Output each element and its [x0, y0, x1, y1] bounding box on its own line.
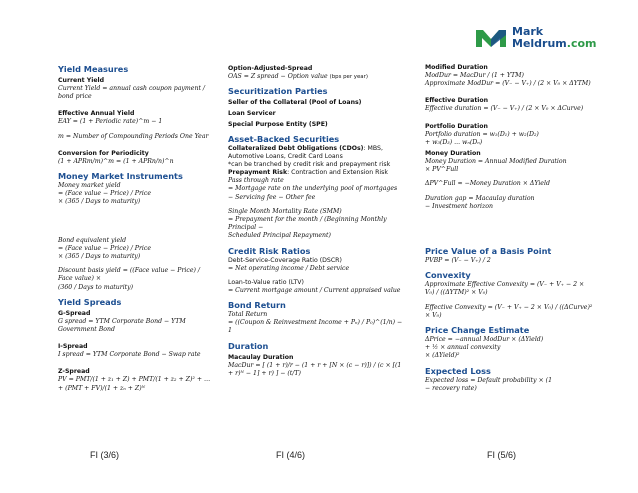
heading-securitization: Securitization Parties — [228, 86, 328, 97]
logo-name: Meldrum — [512, 37, 567, 50]
formula-price-change-1: ΔPrice = −annual ModDur × (ΔYield) — [425, 336, 544, 344]
party-spe: Special Purpose Entity (SPE) — [228, 121, 328, 129]
abs-cdo-term: Collateralized Debt Obligations (CDOs) — [228, 145, 364, 153]
heading-bond-return: Bond Return — [228, 300, 286, 311]
meldrum-logo-icon — [474, 27, 508, 49]
label-money-duration: Money Duration — [425, 150, 481, 158]
formula-duration-gap-2: − Investment horizon — [425, 202, 493, 210]
label-modified-duration: Modified Duration — [425, 64, 488, 71]
label-bey: Bond equivalent yield — [58, 236, 127, 244]
formula-price-change-3: × (ΔYield)² — [425, 352, 460, 360]
smm-formula-2: Scheduled Principal Repayment) — [228, 232, 331, 240]
footer-page-label-middle: FI (4/6) — [276, 450, 306, 460]
formula-approx-convexity: Approximate Effective Convexity = (V₋ + V₊ − 2 × V₀) / ((ΔYTM)² × V₀) — [425, 281, 587, 297]
heading-yield-measures: Yield Measures — [58, 64, 129, 74]
heading-credit-risk: Credit Risk Ratios — [228, 245, 311, 256]
formula-dscr: = Net operating income / Debt service — [228, 264, 350, 272]
formula-dby-2: (360 / Days to maturity) — [58, 283, 134, 291]
label-i-spread: I-Spread — [58, 343, 88, 351]
formula-approx-moddur: Approximate ModDur = (V₋ − V₊) / (2 × V₀ × ΔYTM) — [425, 80, 591, 88]
formula-i-spread: I spread = YTM Corporate Bond − Swap rate — [58, 351, 201, 359]
footer-page-label-left: FI (3/6) — [90, 450, 120, 460]
formula-expected-loss-1: Expected loss = Default probability × (1 — [425, 376, 553, 384]
column-fi-5 — [425, 62, 595, 393]
label-oas: Option-Adjusted-Spread — [228, 65, 313, 72]
logo-wordmark — [512, 26, 597, 50]
label-mm-yield: Money market yield — [58, 182, 121, 190]
formula-portfolio-1: Portfolio duration = w₁(D₁) + w₂(D₂) — [425, 130, 539, 138]
formula-z-spread: PV = PMT/(1 + z₁ + Z) + PMT/(1 + z₂ + Z)² + … + (PMT + FV)/(1 + zₙ + Z)ᴺ — [58, 376, 213, 392]
heading-abs: Asset-Backed Securities — [228, 134, 340, 145]
site-logo[interactable] — [474, 26, 597, 50]
column-fi-4 — [228, 62, 404, 378]
logo-line1: Mark — [512, 25, 544, 38]
label-total-return: Total Return — [228, 311, 268, 319]
formula-g-spread: G spread = YTM Corporate Bond − YTM Government Bond — [58, 317, 188, 334]
note-oas: (bps per year) — [329, 74, 368, 80]
formula-conversion: (1 + APRm/m)^m = (1 + APRn/n)^n — [58, 157, 174, 165]
label-z-spread: Z-Spread — [58, 368, 90, 376]
abs-prepay-rest: : Contraction and Extension Risk — [287, 169, 388, 177]
label-conversion: Conversion for Periodicity — [58, 149, 149, 157]
formula-money-duration-2: × PV^Full — [425, 166, 459, 174]
label-macaulay: Macaulay Duration — [228, 353, 294, 361]
label-g-spread: G-Spread — [58, 309, 91, 317]
abs-cdo-line2: Automotive Loans, Credit Card Loans — [228, 153, 343, 161]
ptr-formula-1: = Mortgage rate on the underlying pool of mortgages — [228, 185, 398, 193]
formula-effective-duration: Effective duration = (V₋ − V₊) / (2 × V₀ × ΔCurve) — [425, 105, 584, 113]
label-dscr: Debt-Service-Coverage Ratio (DSCR) — [228, 256, 342, 264]
footer-page-label-right: FI (5/6) — [487, 450, 517, 460]
definition-m: m = Number of Compounding Periods One Year — [58, 132, 209, 140]
smm-formula-1: = Prepayment for the month / (Beginning Monthly Principal − — [228, 216, 389, 232]
label-current-yield: Current Yield — [58, 77, 105, 84]
formula-eay: EAY = (1 + Periodic rate)^m − 1 — [58, 118, 163, 126]
formula-effective-convexity: Effective Convexity = (V₋ + V₊ − 2 × V₀) / ((ΔCurve)² × V₀) — [425, 303, 595, 319]
ptr-label: Pass through rate — [228, 177, 284, 185]
label-portfolio-duration: Portfolio Duration — [425, 122, 488, 130]
formula-current-yield: Current Yield = annual cash coupon payment / bond price — [58, 85, 207, 101]
heading-money-market: Money Market Instruments — [58, 171, 183, 182]
formula-duration-gap-1: Duration gap = Macaulay duration — [425, 194, 535, 202]
formula-expected-loss-2: − recovery rate) — [425, 384, 477, 392]
formula-money-duration-1: Money Duration = Annual Modified Duration — [425, 158, 567, 166]
logo-line2 — [512, 38, 597, 50]
formula-mm-yield-1: = (Face value − Price) / Price — [58, 190, 152, 198]
column-fi-3 — [58, 62, 216, 393]
formula-macaulay: MacDur = [ (1 + r)/r − (1 + r + [N × (c − r)]) / (c × [(1 + r)ᴺ − 1] + r) ] − (t/T) — [228, 361, 404, 377]
ptr-formula-2: − Servicing fee − Other fee — [228, 193, 316, 201]
abs-prepay-line — [228, 169, 404, 177]
formula-total-return: = ((Coupon & Reinvestment Income + Pₙ) / P₀)^(1/n) − 1 — [228, 319, 405, 335]
heading-duration: Duration — [228, 340, 269, 351]
formula-price-change-2: + ½ × annual convexity — [425, 344, 501, 352]
label-eay: Effective Annual Yield — [58, 110, 135, 118]
heading-price-change: Price Change Estimate — [425, 325, 530, 336]
heading-convexity: Convexity — [425, 270, 471, 281]
abs-prepay-term: Prepayment Risk — [228, 169, 288, 177]
party-seller: Seller of the Collateral (Pool of Loans) — [228, 99, 362, 107]
smm-label: Single Month Mortality Rate (SMM) — [228, 207, 342, 215]
formula-bey-1: = (Face value − Price) / Price — [58, 244, 152, 252]
formula-mm-yield-2: × (365 / Days to maturity) — [58, 198, 141, 206]
formula-bey-2: × (365 / Days to maturity) — [58, 253, 141, 261]
heading-yield-spreads: Yield Spreads — [58, 296, 122, 307]
abs-note: *can be tranched by credit risk and prepayment risk — [228, 161, 391, 169]
label-effective-duration: Effective Duration — [425, 97, 489, 105]
formula-dby-1: Discount basis yield = ((Face value − Price) / Face value) × — [58, 267, 202, 283]
formula-pvbp: PVBP = (V₋ − V₊) / 2 — [425, 257, 491, 265]
formula-oas: OAS = Z spread − Option value — [228, 73, 328, 80]
party-servicer: Loan Servicer — [228, 110, 276, 118]
formula-ltv: = Current mortgage amount / Current appraised value — [228, 286, 401, 294]
heading-expected-loss: Expected Loss — [425, 365, 491, 376]
heading-pvbp: Price Value of a Basis Point — [425, 246, 552, 257]
formula-portfolio-2: + w₃(D₃) ... wₙ(Dₙ) — [425, 138, 483, 146]
abs-cdo-rest: : MBS, — [363, 145, 383, 153]
logo-suffix: .com — [566, 37, 597, 50]
formula-moddur: ModDur = MacDur / (1 + YTM) — [425, 72, 524, 79]
label-ltv: Loan-to-Value ratio (LTV) — [228, 278, 304, 286]
abs-cdo-line — [228, 145, 404, 153]
formula-delta-pv: ΔPV^Full ≈ −Money Duration × ΔYield — [425, 180, 550, 188]
formula-oas-line — [228, 73, 404, 81]
